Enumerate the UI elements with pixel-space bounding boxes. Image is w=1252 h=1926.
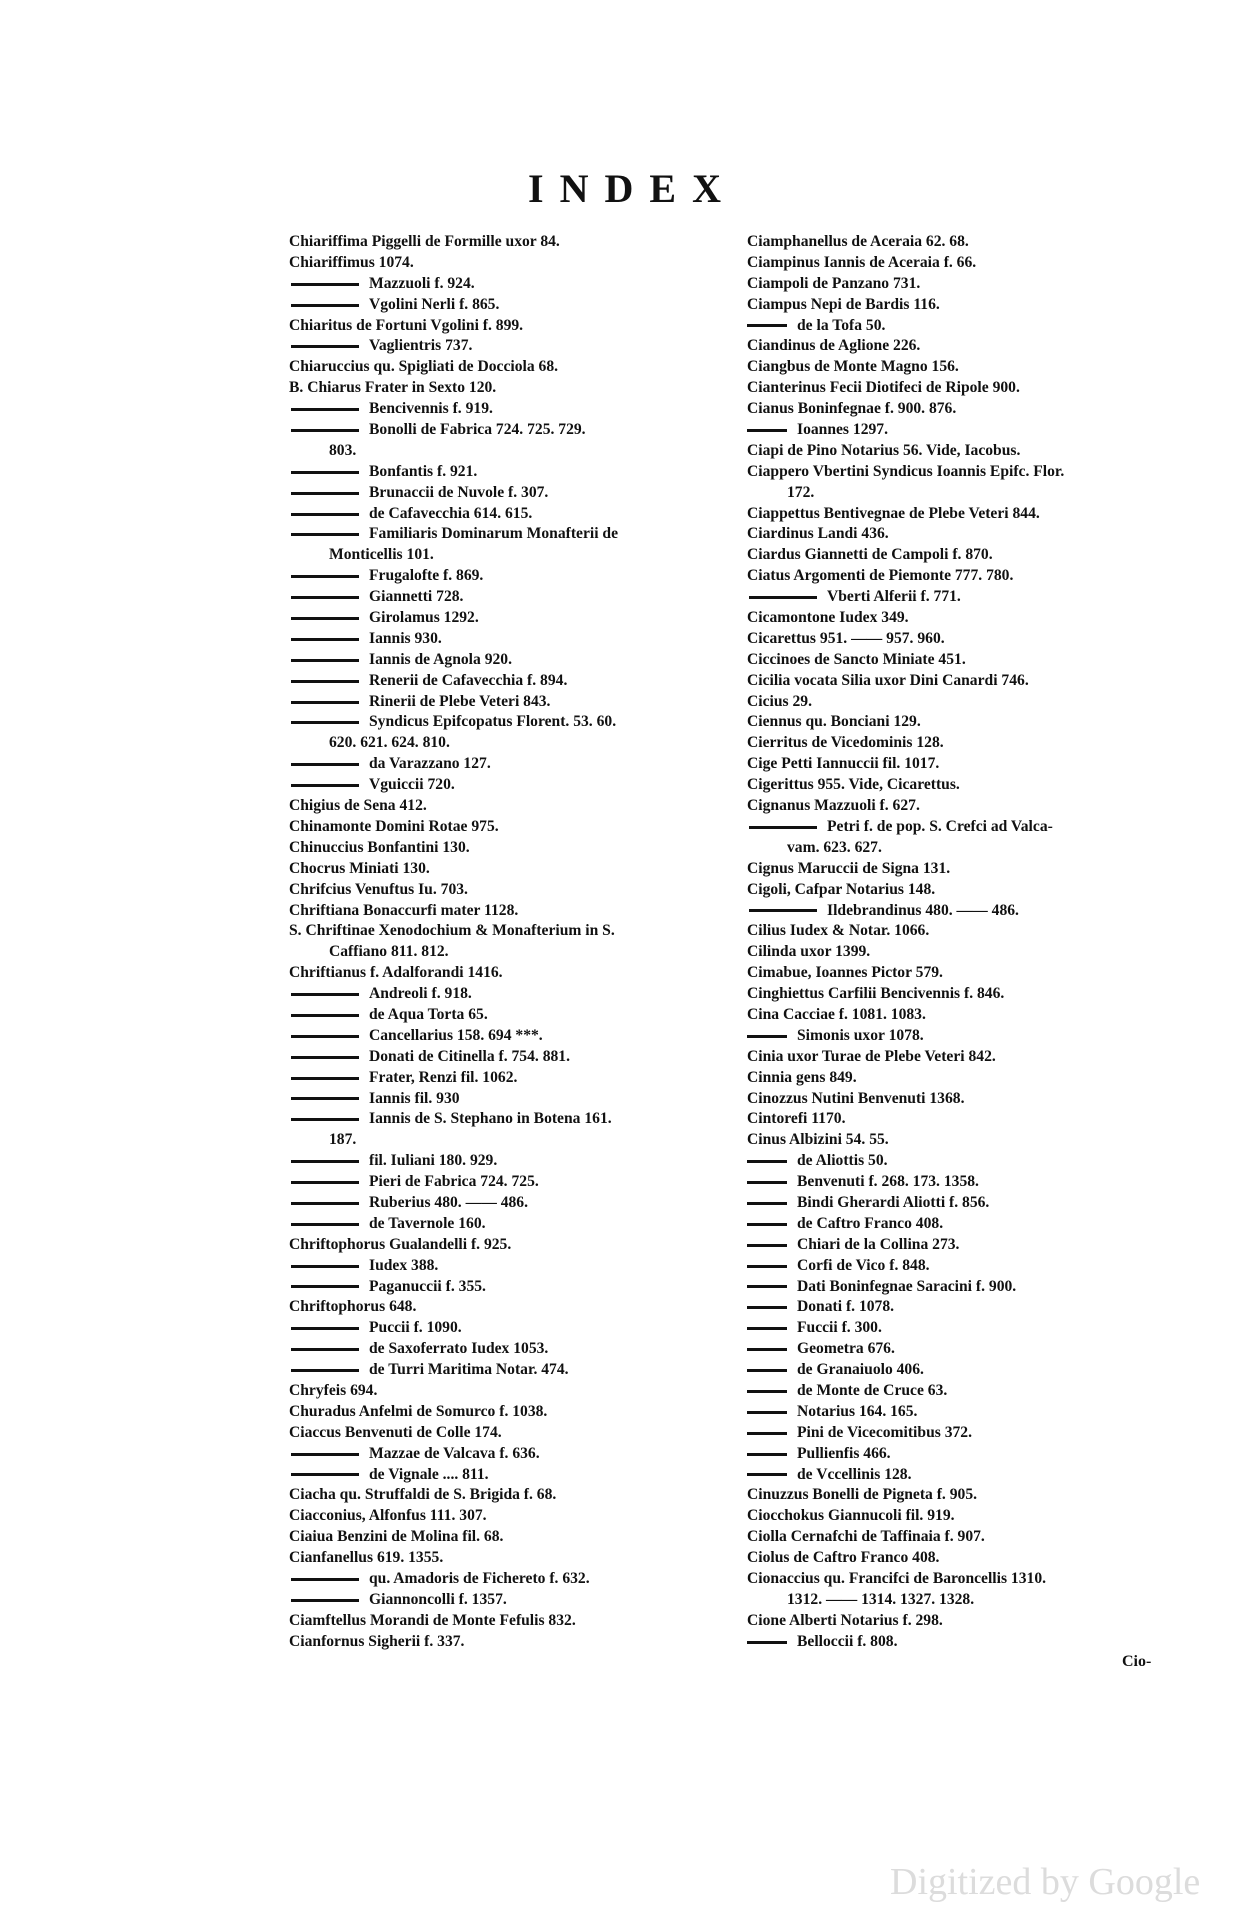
index-entry: Ciappettus Bentivegnae de Plebe Veteri 844. [747, 504, 1040, 522]
catchword: Cio- [1122, 1653, 1152, 1670]
index-entry: Cignanus Mazzuoli f. 627. [747, 797, 920, 815]
index-entry: Ciolla Cernafchi de Taffinaia f. 907. [747, 1528, 985, 1546]
index-entry: Chinuccius Bonfantini 130. [289, 838, 470, 856]
index-entry: Cinuzzus Bonelli de Pigneta f. 905. [747, 1486, 978, 1504]
index-entry: de Granaiuolo 406. [747, 1360, 1187, 1381]
index-entry: Chriftiana Bonaccurfi mater 1128. [289, 901, 519, 919]
index-entry: Cigerittus 955. Vide, Cicarettus. [747, 776, 960, 794]
index-entry: Ciapi de Pino Notarius 56. Vide, Iacobus. [747, 441, 1021, 459]
index-entry: Ciampinus Iannis de Aceraia f. 66. [747, 253, 977, 271]
index-entry: Cintorefi 1170. [747, 1110, 846, 1128]
index-entry: Cianus Boninfegnae f. 900. 876. [747, 400, 957, 418]
index-entry: Giannoncolli f. 1357. [289, 1590, 724, 1611]
index-entry: Cianfornus Sigherii f. 337. [289, 1632, 465, 1650]
index-entry: Ciolus de Caftro Franco 408. [747, 1549, 940, 1567]
index-entry: Notarius 164. 165. [747, 1402, 1187, 1423]
index-entry: Pullienfis 466. [747, 1444, 1187, 1465]
index-entry: de Cafavecchia 614. 615. [289, 504, 724, 525]
index-entry: B. Chiarus Frater in Sexto 120. [289, 379, 497, 397]
index-entry: Geometra 676. [747, 1339, 1187, 1360]
index-entry: Corfi de Vico f. 848. [747, 1256, 1187, 1277]
index-entry: de Vignale .... 811. [289, 1465, 724, 1486]
index-entry: Petri f. de pop. S. Crefci ad Valca- [747, 817, 1187, 838]
index-entry: Churadus Anfelmi de Somurco f. 1038. [289, 1402, 548, 1420]
index-entry: Ciardus Giannetti de Campoli f. 870. [747, 546, 993, 564]
index-entry: Puccii f. 1090. [289, 1318, 724, 1339]
index-entry: Girolamus 1292. [289, 608, 724, 629]
index-entry: 1312. —— 1314. 1327. 1328. [787, 1590, 975, 1608]
index-entry: Cina Cacciae f. 1081. 1083. [747, 1005, 926, 1023]
index-entry: Bindi Gherardi Aliotti f. 856. [747, 1193, 1187, 1214]
index-entry: 803. [329, 441, 357, 459]
index-entry: qu. Amadoris de Fichereto f. 632. [289, 1569, 724, 1590]
index-entry: Chiaritus de Fortuni Vgolini f. 899. [289, 316, 524, 334]
index-entry: Chiari de la Collina 273. [747, 1235, 1187, 1256]
index-entry: Bonolli de Fabrica 724. 725. 729. [289, 420, 724, 441]
index-entry: Ciocchokus Giannucoli fil. 919. [747, 1507, 955, 1525]
index-entry: Ciamftellus Morandi de Monte Fefulis 832. [289, 1611, 576, 1629]
index-entry: Chiariffima Piggelli de Formille uxor 84. [289, 233, 560, 250]
index-entry: Ciangbus de Monte Magno 156. [747, 358, 959, 376]
index-entry: Bencivennis f. 919. [289, 399, 724, 420]
index-entry: Cigoli, Cafpar Notarius 148. [747, 880, 936, 898]
page-title: I N D E X [528, 166, 724, 211]
index-entry: Chigius de Sena 412. [289, 797, 427, 815]
index-entry: fil. Iuliani 180. 929. [289, 1151, 724, 1172]
index-entry: Cianfanellus 619. 1355. [289, 1549, 444, 1567]
index-entry: de Monte de Cruce 63. [747, 1381, 1187, 1402]
index-entry: 172. [787, 483, 815, 501]
index-entry: Paganuccii f. 355. [289, 1277, 724, 1298]
index-entry: Ioannes 1297. [747, 420, 1187, 441]
index-entry: Cinnia gens 849. [747, 1068, 857, 1086]
index-entry: Monticellis 101. [329, 546, 434, 564]
index-entry: Cige Petti Iannuccii fil. 1017. [747, 755, 940, 773]
index-entry: Mazzuoli f. 924. [289, 274, 724, 295]
index-entry: vam. 623. 627. [787, 838, 882, 856]
index-entry: Vguiccii 720. [289, 775, 724, 796]
index-entry: Fuccii f. 300. [747, 1318, 1187, 1339]
index-entry: Ildebrandinus 480. —— 486. [747, 901, 1187, 922]
index-entry: Chiariffimus 1074. [289, 253, 414, 271]
index-entry: Chriftophorus Gualandelli f. 925. [289, 1235, 512, 1253]
index-entry: Belloccii f. 808. [747, 1632, 1187, 1653]
index-entry: de Saxoferrato Iudex 1053. [289, 1339, 724, 1360]
index-entry: 620. 621. 624. 810. [329, 734, 450, 752]
index-entry: Ciardinus Landi 436. [747, 525, 889, 543]
index-entry: Mazzae de Valcava f. 636. [289, 1444, 724, 1465]
index-entry: Simonis uxor 1078. [747, 1026, 1187, 1047]
index-entry: Cinia uxor Turae de Plebe Veteri 842. [747, 1047, 996, 1065]
index-entry: Iannis 930. [289, 629, 724, 650]
index-entry: Ciampus Nepi de Bardis 116. [747, 295, 940, 313]
index-entry: Andreoli f. 918. [289, 984, 724, 1005]
index-entry: Familiaris Dominarum Monafterii de [289, 524, 724, 545]
index-entry: Chiaruccius qu. Spigliati de Docciola 68. [289, 358, 559, 376]
index-entry: Cancellarius 158. 694 ***. [289, 1026, 724, 1047]
index-entry: Frugalofte f. 869. [289, 566, 724, 587]
index-entry: Iannis de S. Stephano in Botena 161. [289, 1109, 724, 1130]
digitization-watermark: Digitized by Google [890, 1861, 1201, 1903]
index-entry: Ciappero Vbertini Syndicus Ioannis Epifc. Flor. [747, 462, 1065, 480]
index-entry: Rinerii de Plebe Veteri 843. [289, 692, 724, 713]
index-entry: Chocrus Miniati 130. [289, 859, 430, 877]
index-entry: Ruberius 480. —— 486. [289, 1193, 724, 1214]
index-entry: Iannis fil. 930 [289, 1089, 724, 1110]
index-entry: Ciaiua Benzini de Molina fil. 68. [289, 1528, 504, 1546]
index-entry: de Caftro Franco 408. [747, 1214, 1187, 1235]
index-entry: Cinus Albizini 54. 55. [747, 1131, 889, 1149]
index-entry: Iannis de Agnola 920. [289, 650, 724, 671]
index-entry: Ciamphanellus de Aceraia 62. 68. [747, 233, 969, 250]
index-entry: Cignus Maruccii de Signa 131. [747, 859, 951, 877]
index-entry: Cicarettus 951. —— 957. 960. [747, 629, 945, 647]
index-entry: de Aliottis 50. [747, 1151, 1187, 1172]
index-entry: Chrifcius Venuftus Iu. 703. [289, 880, 468, 898]
index-entry: Chriftophorus 648. [289, 1298, 417, 1316]
index-entry: Chryfeis 694. [289, 1381, 378, 1399]
index-entry: Caffiano 811. 812. [329, 943, 449, 961]
index-entry: Cilinda uxor 1399. [747, 943, 871, 961]
index-entry: Chinamonte Domini Rotae 975. [289, 817, 499, 835]
index-entry: Ciampoli de Panzano 731. [747, 274, 921, 292]
index-entry: Vaglientris 737. [289, 336, 724, 357]
index-entry: S. Chriftinae Xenodochium & Monafterium in S. [289, 922, 615, 940]
index-entry: Frater, Renzi fil. 1062. [289, 1068, 724, 1089]
index-entry: Ciaccus Benvenuti de Colle 174. [289, 1423, 502, 1441]
index-entry: Cicilia vocata Silia uxor Dini Canardi 746. [747, 671, 1029, 689]
index-entry: Cinozzus Nutini Benvenuti 1368. [747, 1089, 965, 1107]
index-entry: Renerii de Cafavecchia f. 894. [289, 671, 724, 692]
index-column-left [289, 232, 724, 1653]
index-entry: Ciandinus de Aglione 226. [747, 337, 921, 355]
index-entry: da Varazzano 127. [289, 754, 724, 775]
index-entry: 187. [329, 1131, 357, 1149]
index-entry: Ciacconius, Alfonfus 111. 307. [289, 1507, 487, 1525]
index-entry: Cicamontone Iudex 349. [747, 609, 909, 627]
index-entry: Bonfantis f. 921. [289, 462, 724, 483]
index-entry: Dati Boninfegnae Saracini f. 900. [747, 1277, 1187, 1298]
index-entry: Pini de Vicecomitibus 372. [747, 1423, 1187, 1444]
index-entry: de Turri Maritima Notar. 474. [289, 1360, 724, 1381]
index-entry: Ciacha qu. Struffaldi de S. Brigida f. 68. [289, 1486, 557, 1504]
index-entry: Brunaccii de Nuvole f. 307. [289, 483, 724, 504]
index-entry: Giannetti 728. [289, 587, 724, 608]
index-entry: Benvenuti f. 268. 173. 1358. [747, 1172, 1187, 1193]
index-entry: de la Tofa 50. [747, 316, 1187, 337]
index-entry: Chriftianus f. Adalforandi 1416. [289, 964, 503, 982]
index-entry: Cianterinus Fecii Diotifeci de Ripole 900. [747, 379, 1020, 397]
index-entry: Iudex 388. [289, 1256, 724, 1277]
index-entry: de Aqua Torta 65. [289, 1005, 724, 1026]
index-entry: Vgolini Nerli f. 865. [289, 295, 724, 316]
index-entry: de Tavernole 160. [289, 1214, 724, 1235]
index-entry: Cinghiettus Carfilii Bencivennis f. 846. [747, 985, 1005, 1003]
index-entry: Pieri de Fabrica 724. 725. [289, 1172, 724, 1193]
index-entry: Ciatus Argomenti de Piemonte 777. 780. [747, 567, 1014, 585]
index-entry: Cimabue, Ioannes Pictor 579. [747, 964, 943, 982]
index-entry: Cione Alberti Notarius f. 298. [747, 1611, 943, 1629]
index-entry: Donati f. 1078. [747, 1297, 1187, 1318]
index-entry: Ciccinoes de Sancto Miniate 451. [747, 650, 966, 668]
index-entry: Cicius 29. [747, 692, 812, 710]
index-entry: Cierritus de Vicedominis 128. [747, 734, 944, 752]
index-entry: Syndicus Epifcopatus Florent. 53. 60. [289, 712, 724, 733]
index-entry: de Vccellinis 128. [747, 1465, 1187, 1486]
index-entry: Cionaccius qu. Francifci de Baroncellis 1310. [747, 1570, 1047, 1587]
index-entry: Donati de Citinella f. 754. 881. [289, 1047, 724, 1068]
index-column-right [747, 232, 1187, 1653]
index-entry: Cilius Iudex & Notar. 1066. [747, 922, 930, 940]
index-entry: Vberti Alferii f. 771. [747, 587, 1187, 608]
index-entry: Ciennus qu. Bonciani 129. [747, 713, 921, 731]
